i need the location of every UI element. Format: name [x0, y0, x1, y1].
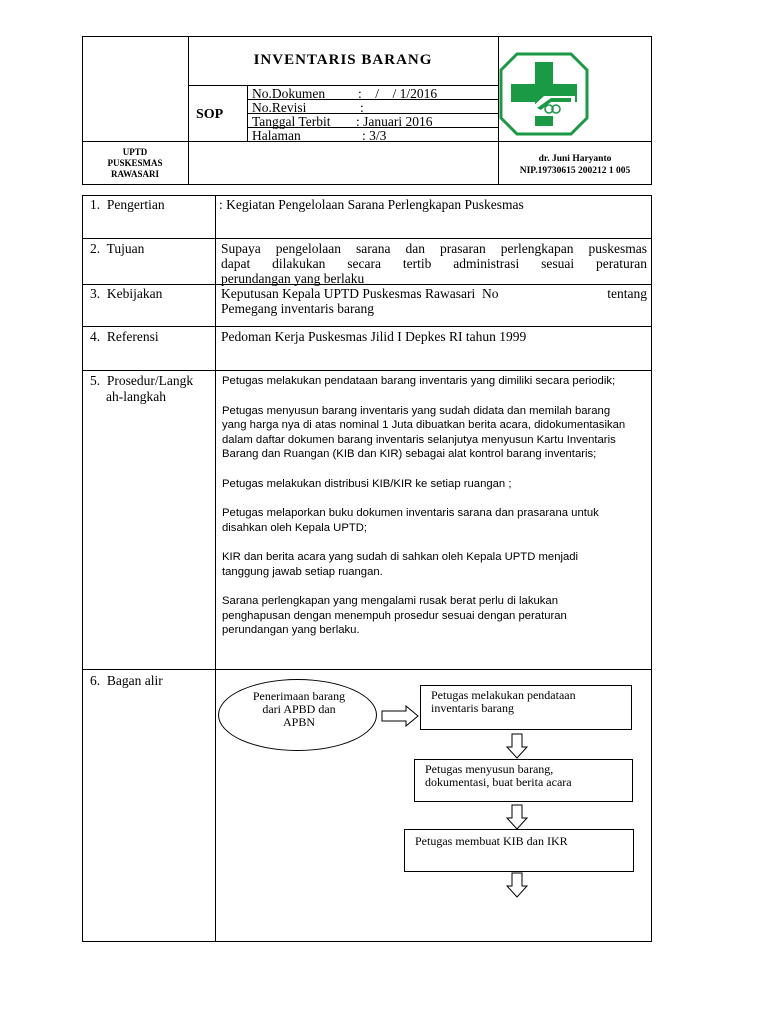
header-divider	[188, 85, 498, 86]
signer-name: dr. Juni Haryanto	[538, 154, 612, 164]
prosedur-label-line: ah-langkah	[106, 389, 166, 404]
prosedur-step: KIR dan berita acara yang sudah di sahkan oleh Kepala UPTD menjadi tanggung jawab setiap ruangan.	[222, 551, 579, 578]
section-text-tujuan	[221, 241, 647, 286]
flow-step-1-text: Petugas melakukan pendataan inventaris barang	[431, 688, 576, 715]
org-name	[82, 147, 188, 180]
document-title: INVENTARIS BARANG	[253, 52, 433, 68]
section-text-pengertian: : Kegiatan Pengelolaan Sarana Perlengkapan Puskesmas	[219, 197, 524, 212]
prosedur-steps	[222, 374, 626, 653]
section-text-referensi: Pedoman Kerja Puskesmas Jilid I Depkes RI tahun 1999	[221, 329, 527, 344]
flow-arrow-down	[506, 733, 528, 759]
flow-step-1-box	[420, 685, 632, 730]
prosedur-step: Petugas melakukan distribusi KIB/KIR ke setiap ruangan ;	[222, 477, 512, 490]
flow-arrow-shape	[507, 805, 527, 829]
flow-step-3-box	[404, 829, 634, 872]
tujuan-line: dapat dilakukan secara tertib administrasi sesuai peraturan	[221, 256, 647, 271]
meta-label-halaman: Halaman	[252, 128, 301, 143]
prosedur-label-line: 5. Prosedur/Langk	[90, 373, 194, 388]
prosedur-step: Petugas melakukan pendataan barang inventaris yang dimiliki secara periodik;	[222, 375, 616, 387]
row-divider	[82, 370, 652, 371]
sop-label: SOP	[196, 107, 224, 122]
flow-arrow-shape	[382, 706, 418, 726]
flow-start-text: Penerimaan barang dari APBD dan APBN	[252, 689, 346, 729]
meta-value-no-revisi: :	[360, 100, 364, 115]
flow-step-3-text: Petugas membuat KIB dan IKR	[415, 834, 568, 848]
prosedur-step: Petugas melaporkan buku dokumen inventaris sarana dan prasarana untuk disahkan oleh Kepala UPTD;	[222, 507, 599, 534]
section-label-pengertian: 1. Pengertian	[90, 197, 165, 212]
org-name-line: PUSKESMAS	[107, 158, 163, 168]
meta-label-no-revisi: No.Revisi	[252, 100, 307, 115]
signer-nip: NIP.19730615 200212 1 005	[519, 166, 631, 176]
section-label-prosedur	[90, 373, 193, 405]
section-label-referensi: 4. Referensi	[90, 329, 159, 344]
section-label-tujuan: 2. Tujuan	[90, 241, 145, 256]
section-label-bagan-alir: 6. Bagan alir	[90, 673, 163, 688]
tujuan-line: perundangan yang berlaku	[221, 271, 365, 286]
flow-step-2-box	[414, 759, 633, 802]
section-text-kebijakan	[221, 286, 647, 316]
row-divider	[82, 326, 652, 327]
org-name-line: RAWASARI	[110, 169, 159, 179]
section-label-kebijakan: 3. Kebijakan	[90, 286, 163, 301]
main-divider	[215, 195, 216, 942]
kebijakan-line2: Pemegang inventaris barang	[221, 301, 374, 316]
prosedur-step: Sarana perlengkapan yang mengalami rusak berat perlu di lakukan penghapusan dengan menempuh prosedur sesuai dengan peraturan perundangan yang berlaku.	[222, 595, 567, 636]
flow-arrow-down	[506, 872, 528, 898]
prosedur-step: Petugas menyusun barang inventaris yang sudah didata dan memilah barang yang harga nya di atas nominal 1 Juta dibuatkan berita acara, didokumentasikan dalam daftar dokumen barang inventaris selanjutya menyusun Kartu Inventaris Barang dan Ruangan (KIB dan KIR) sebagai alat kontrol barang inventaris;	[222, 404, 626, 460]
meta-value-no-dokumen: : / / 1/2016	[358, 86, 438, 101]
flow-start-ellipse	[218, 679, 377, 751]
flow-arrow-down	[506, 804, 528, 830]
signer-block	[498, 153, 652, 177]
puskesmas-cross-logo	[499, 52, 589, 136]
row-divider	[82, 669, 652, 670]
meta-label-tanggal-terbit: Tanggal Terbit	[252, 114, 331, 129]
flow-step-2-text: Petugas menyusun barang, dokumentasi, buat berita acara	[425, 762, 572, 789]
row-divider	[82, 238, 652, 239]
meta-value-halaman: : 3/3	[362, 128, 387, 143]
flow-arrow-shape	[507, 734, 527, 758]
meta-value-tanggal-terbit: : Januari 2016	[356, 114, 433, 129]
kebijakan-line1-left: Keputusan Kepala UPTD Puskesmas Rawasari No	[221, 286, 499, 301]
org-name-line: UPTD	[122, 147, 148, 157]
flow-arrow-shape	[507, 873, 527, 897]
tujuan-line: Supaya pengelolaan sarana dan prasaran perlengkapan puskesmas	[221, 241, 647, 256]
flow-arrow-right	[381, 705, 419, 727]
kebijakan-line1-right: tentang	[607, 286, 647, 301]
meta-label-no-dokumen: No.Dokumen	[252, 86, 326, 101]
